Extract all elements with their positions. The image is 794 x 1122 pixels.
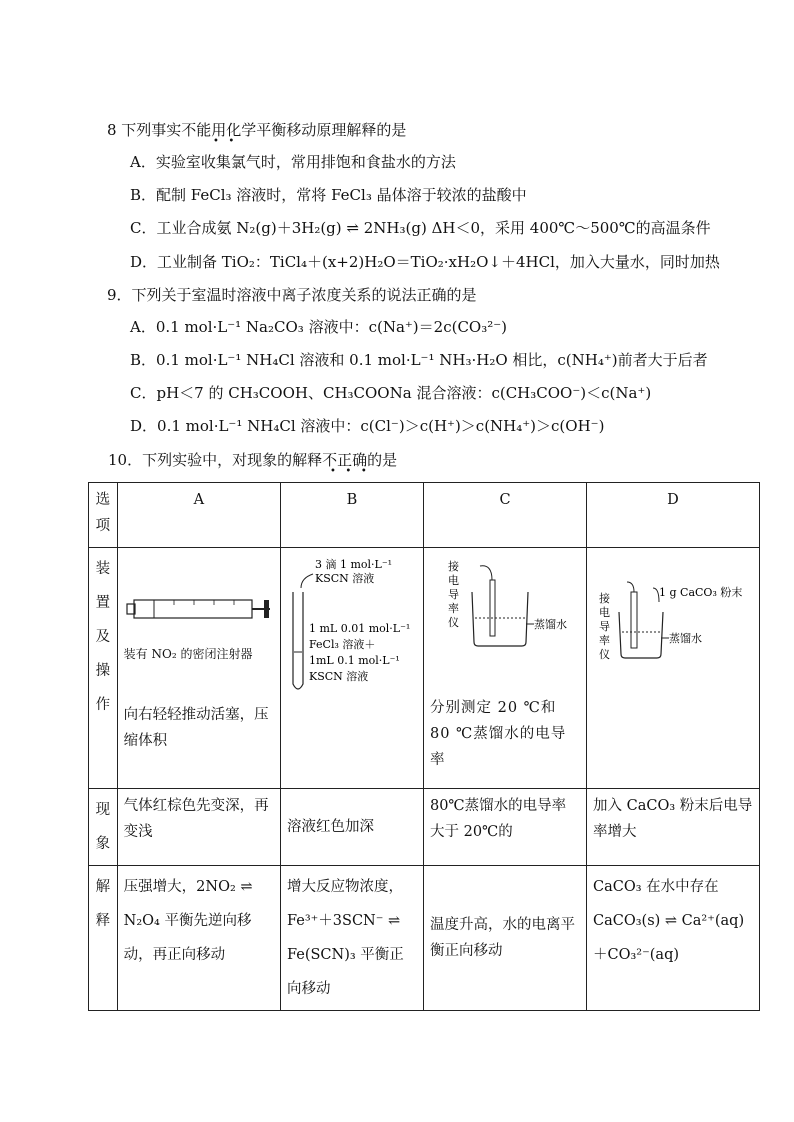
powder-label-d: 1 g CaCO₃ 粉末 (659, 586, 743, 599)
phenomenon-row (89, 789, 760, 866)
explanation-b: 增大反应物浓度，Fe³⁺＋3SCN⁻ ⇌ Fe(SCN)₃ 平衡正向移动 (280, 866, 423, 1011)
test-tube-diagram (287, 552, 417, 702)
q8-option-d: D．工业制备 TiO₂：TiCl₄＋(x+2)H₂O＝TiO₂·xH₂O↓＋4HCl，加入大量水，同时加热 (130, 253, 720, 271)
operation-c: 分别测定 20 ℃和 80 ℃蒸馏水的电导率 (429, 700, 567, 768)
meter-label-c: 仪 (447, 616, 459, 629)
q9-option-c: C．pH＜7 的 CH₃COOH、CH₃COONa 混合溶液：c(CH₃COO⁻)＜c(Na⁺) (130, 384, 652, 402)
header-col-d: D (587, 483, 760, 548)
device-cell-d (587, 548, 760, 789)
solution-label-2: FeCl₃ 溶液＋ (308, 638, 376, 651)
beaker-diagram-d (593, 552, 753, 662)
device-cell-b (280, 548, 423, 789)
meter-label-d: 接 (599, 592, 610, 605)
explanation-row-label: 解释 (89, 866, 118, 1011)
water-label-d: 蒸馏水 (669, 632, 702, 645)
meter-label-d: 导 (599, 620, 610, 633)
syringe-diagram (124, 552, 274, 642)
drop-label-1: 3 滴 1 mol·L⁻¹ (314, 558, 393, 571)
phenomenon-a: 气体红棕色先变深，再变浅 (117, 789, 280, 866)
meter-label-c: 接 (447, 560, 459, 573)
question-10-stem: 10．下列实验中，对现象的解释不正确的是 (108, 451, 398, 469)
meter-label-c: 导 (447, 588, 459, 601)
question-9-stem: 9．下列关于室温时溶液中离子浓度关系的说法正确的是 (107, 286, 477, 304)
table-header-row (89, 483, 760, 548)
experiment-table (88, 482, 760, 1011)
q9-option-a: A．0.1 mol·L⁻¹ Na₂CO₃ 溶液中：c(Na⁺)＝2c(CO₃²⁻) (130, 318, 508, 336)
water-label-c: 蒸馏水 (533, 618, 567, 631)
q9-option-b: B．0.1 mol·L⁻¹ NH₄Cl 溶液和 0.1 mol·L⁻¹ NH₃·H₂O 相比，c(NH₄⁺)前者大于后者 (130, 351, 708, 369)
explanation-c: 温度升高，水的电离平衡正向移动 (423, 866, 586, 1011)
beaker-diagram-c (430, 552, 580, 662)
phenomenon-b: 溶液红色加深 (280, 789, 423, 866)
q8-option-b: B．配制 FeCl₃ 溶液时，常将 FeCl₃ 晶体溶于较浓的盐酸中 (130, 186, 527, 204)
meter-label-c: 率 (447, 602, 459, 615)
header-col-a: A (117, 483, 280, 548)
emphasis-dots: • • • (330, 466, 367, 477)
meter-label-d: 率 (599, 634, 610, 647)
meter-label-d: 电 (599, 606, 610, 619)
device-cell-c (423, 548, 586, 789)
meter-label-c: 电 (447, 574, 459, 587)
q9-option-d: D．0.1 mol·L⁻¹ NH₄Cl 溶液中：c(Cl⁻)＞c(H⁺)＞c(NH₄⁺)＞c(OH⁻) (130, 417, 605, 435)
explanation-row (89, 866, 760, 1011)
operation-a: 向右轻轻推动活塞，压缩体积 (123, 707, 269, 749)
device-cell-a (117, 548, 280, 789)
solution-label-1: 1 mL 0.01 mol·L⁻¹ (308, 622, 411, 635)
explanation-d: CaCO₃ 在水中存在 CaCO₃(s) ⇌ Ca²⁺(aq)＋CO₃²⁻(aq) (587, 866, 760, 1011)
header-col-b: B (280, 483, 423, 548)
q8-option-a: A．实验室收集氯气时，常用排饱和食盐水的方法 (130, 153, 456, 171)
drop-label-2: KSCN 溶液 (314, 572, 375, 585)
device-row (89, 548, 760, 789)
phenomenon-d: 加入 CaCO₃ 粉末后电导率增大 (587, 789, 760, 866)
emphasis-dots: • • (213, 136, 235, 147)
meter-label-d: 仪 (599, 648, 610, 661)
device-row-label: 装置及操作 (89, 548, 118, 789)
q8-option-c: C．工业合成氨 N₂(g)＋3H₂(g) ⇌ 2NH₃(g) ΔH＜0，采用 400℃～500℃的高温条件 (130, 219, 711, 237)
header-label: 选项 (89, 483, 118, 548)
solution-label-4: KSCN 溶液 (308, 670, 369, 683)
explanation-a: 压强增大，2NO₂ ⇌ N₂O₄ 平衡先逆向移动，再正向移动 (117, 866, 280, 1011)
phenomenon-row-label: 现象 (89, 789, 118, 866)
syringe-caption: 装有 NO₂ 的密闭注射器 (123, 647, 253, 661)
phenomenon-c: 80℃蒸馏水的电导率大于 20℃的 (423, 789, 586, 866)
solution-label-3: 1mL 0.1 mol·L⁻¹ (308, 654, 400, 667)
question-8-stem: 8 下列事实不能用化学平衡移动原理解释的是 (107, 121, 407, 139)
header-col-c: C (423, 483, 586, 548)
